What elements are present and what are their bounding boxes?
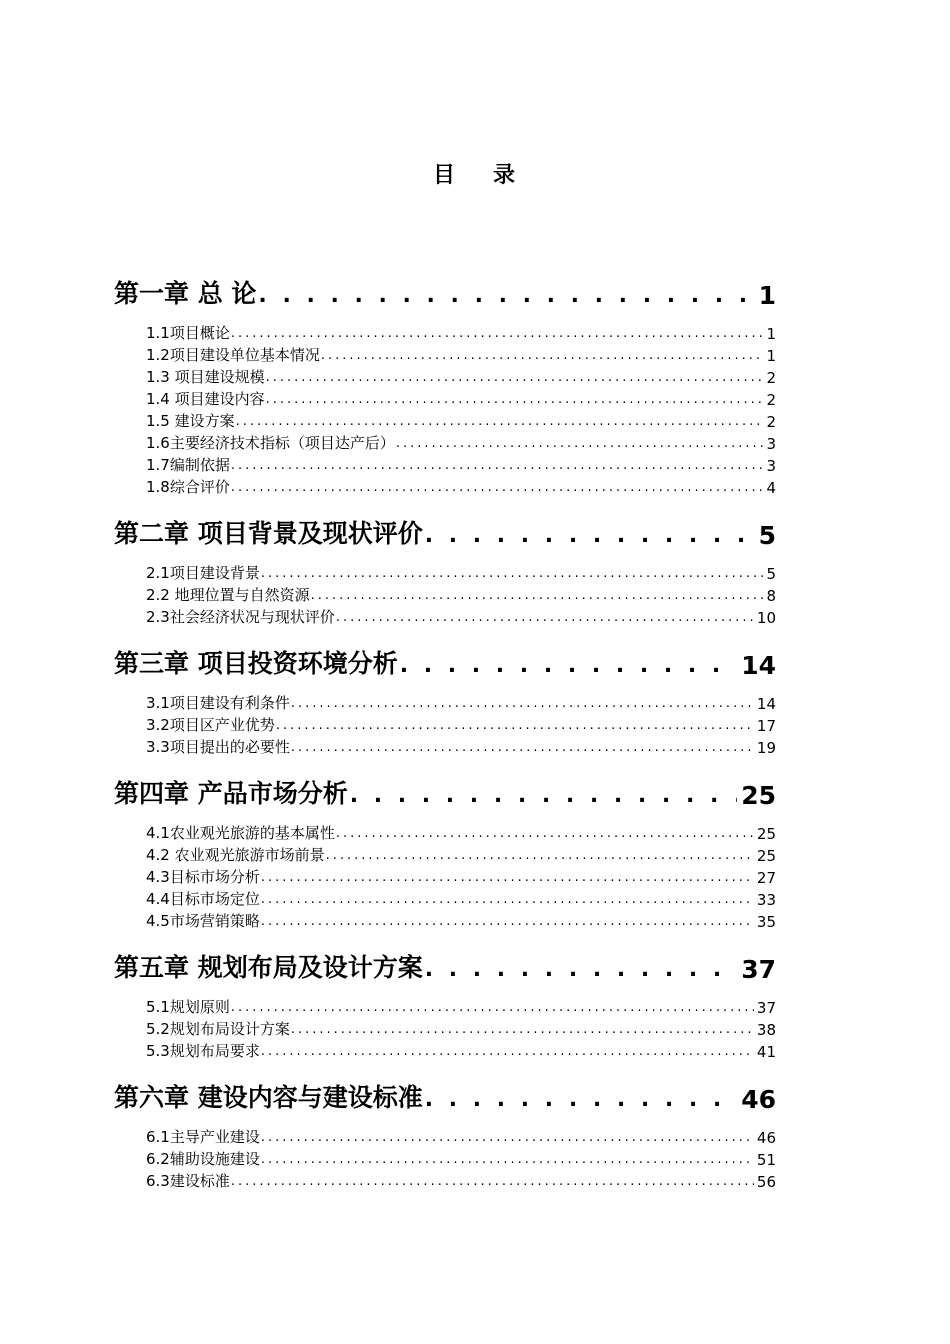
section-title: 4.4目标市场定位 xyxy=(146,890,260,908)
section-page-number: 25 xyxy=(756,847,776,865)
dot-leader xyxy=(425,1089,737,1114)
toc-chapter xyxy=(114,772,776,931)
toc-section-entry[interactable] xyxy=(146,475,776,497)
chapter-page-number: 14 xyxy=(741,651,776,680)
section-page-number: 1 xyxy=(766,347,776,365)
toc-section-entry[interactable] xyxy=(146,561,776,583)
section-title: 1.4 项目建设内容 xyxy=(146,390,265,408)
section-page-number: 1 xyxy=(766,325,776,343)
section-page-number: 8 xyxy=(766,587,776,605)
section-page-number: 27 xyxy=(756,869,776,887)
toc-section-entry[interactable] xyxy=(146,691,776,713)
section-title: 4.3目标市场分析 xyxy=(146,868,260,886)
page-title xyxy=(0,158,950,189)
dot-leader xyxy=(291,741,754,757)
section-title: 6.1主导产业建设 xyxy=(146,1128,260,1146)
dot-leader xyxy=(311,589,764,605)
toc-section-entry[interactable] xyxy=(146,583,776,605)
section-title: 1.6主要经济技术指标（项目达产后） xyxy=(146,434,395,452)
section-title: 5.3规划布局要求 xyxy=(146,1042,260,1060)
dot-leader xyxy=(350,785,737,810)
dot-leader xyxy=(400,655,737,680)
dot-leader xyxy=(231,481,764,497)
toc-chapter-entry[interactable] xyxy=(114,772,776,810)
section-page-number: 51 xyxy=(756,1151,776,1169)
chapter-page-number: 1 xyxy=(758,281,776,310)
toc-section-list xyxy=(114,321,776,497)
section-title: 1.1项目概论 xyxy=(146,324,230,342)
chapter-title: 第三章 项目投资环境分析 xyxy=(114,649,398,678)
section-title: 4.5市场营销策略 xyxy=(146,912,260,930)
toc-chapter xyxy=(114,512,776,627)
section-title: 1.5 建设方案 xyxy=(146,412,235,430)
dot-leader xyxy=(258,285,754,310)
section-page-number: 5 xyxy=(766,565,776,583)
title-char-1: 目 xyxy=(432,163,457,188)
dot-leader xyxy=(291,697,754,713)
dot-leader xyxy=(231,1175,754,1191)
section-title: 6.2辅助设施建设 xyxy=(146,1150,260,1168)
toc-section-entry[interactable] xyxy=(146,887,776,909)
dot-leader xyxy=(336,827,754,843)
dot-leader xyxy=(261,1153,754,1169)
toc-chapter-entry[interactable] xyxy=(114,946,776,984)
section-page-number: 33 xyxy=(756,891,776,909)
dot-leader xyxy=(261,871,754,887)
toc-chapter xyxy=(114,642,776,757)
section-page-number: 37 xyxy=(756,999,776,1017)
section-title: 4.2 农业观光旅游市场前景 xyxy=(146,846,325,864)
toc-section-entry[interactable] xyxy=(146,843,776,865)
toc-section-entry[interactable] xyxy=(146,431,776,453)
chapter-page-number: 25 xyxy=(741,781,776,810)
section-page-number: 2 xyxy=(766,391,776,409)
dot-leader xyxy=(231,459,764,475)
dot-leader xyxy=(231,327,764,343)
section-page-number: 2 xyxy=(766,413,776,431)
section-page-number: 17 xyxy=(756,717,776,735)
section-title: 1.3 项目建设规模 xyxy=(146,368,265,386)
toc-chapter xyxy=(114,272,776,497)
toc-section-entry[interactable] xyxy=(146,995,776,1017)
chapter-title: 第六章 建设内容与建设标准 xyxy=(114,1083,423,1112)
toc-section-entry[interactable] xyxy=(146,321,776,343)
dot-leader xyxy=(425,959,737,984)
section-title: 5.2规划布局设计方案 xyxy=(146,1020,290,1038)
section-page-number: 41 xyxy=(756,1043,776,1061)
dot-leader xyxy=(321,349,764,365)
section-title: 2.1项目建设背景 xyxy=(146,564,260,582)
toc-chapter xyxy=(114,1076,776,1191)
toc-section-entry[interactable] xyxy=(146,1039,776,1061)
section-page-number: 14 xyxy=(756,695,776,713)
dot-leader xyxy=(261,915,754,931)
section-title: 1.2项目建设单位基本情况 xyxy=(146,346,320,364)
toc-section-list xyxy=(114,821,776,931)
section-title: 3.3项目提出的必要性 xyxy=(146,738,290,756)
chapter-page-number: 46 xyxy=(741,1085,776,1114)
dot-leader xyxy=(261,893,754,909)
toc-section-entry[interactable] xyxy=(146,409,776,431)
chapter-page-number: 37 xyxy=(741,955,776,984)
dot-leader xyxy=(336,611,754,627)
toc-chapter-entry[interactable] xyxy=(114,512,776,550)
toc-section-list xyxy=(114,1125,776,1191)
section-title: 5.1规划原则 xyxy=(146,998,230,1016)
toc-section-entry[interactable] xyxy=(146,1125,776,1147)
dot-leader xyxy=(261,567,764,583)
chapter-page-number: 5 xyxy=(758,521,776,550)
table-of-contents xyxy=(114,272,776,1206)
title-char-2: 录 xyxy=(493,163,518,188)
dot-leader xyxy=(266,393,764,409)
section-title: 1.8综合评价 xyxy=(146,478,230,496)
toc-section-entry[interactable] xyxy=(146,735,776,757)
toc-section-entry[interactable] xyxy=(146,1017,776,1039)
dot-leader xyxy=(236,415,764,431)
toc-section-entry[interactable] xyxy=(146,365,776,387)
chapter-title: 第一章 总 论 xyxy=(114,279,257,308)
toc-section-entry[interactable] xyxy=(146,387,776,409)
toc-section-entry[interactable] xyxy=(146,453,776,475)
dot-leader xyxy=(396,437,764,453)
section-page-number: 38 xyxy=(756,1021,776,1039)
dot-leader xyxy=(231,1001,754,1017)
toc-section-list xyxy=(114,561,776,627)
toc-section-list xyxy=(114,995,776,1061)
chapter-title: 第四章 产品市场分析 xyxy=(114,779,348,808)
dot-leader xyxy=(261,1131,754,1147)
toc-section-entry[interactable] xyxy=(146,1169,776,1191)
section-page-number: 19 xyxy=(756,739,776,757)
dot-leader xyxy=(261,1045,754,1061)
toc-section-entry[interactable] xyxy=(146,605,776,627)
section-page-number: 56 xyxy=(756,1173,776,1191)
toc-chapter-entry[interactable] xyxy=(114,1076,776,1114)
section-title: 1.7编制依据 xyxy=(146,456,230,474)
dot-leader xyxy=(276,719,754,735)
section-page-number: 25 xyxy=(756,825,776,843)
dot-leader xyxy=(425,525,755,550)
toc-section-entry[interactable] xyxy=(146,909,776,931)
toc-section-list xyxy=(114,691,776,757)
dot-leader xyxy=(291,1023,754,1039)
section-title: 3.2项目区产业优势 xyxy=(146,716,275,734)
section-title: 6.3建设标准 xyxy=(146,1172,230,1190)
section-page-number: 3 xyxy=(766,435,776,453)
chapter-title: 第二章 项目背景及现状评价 xyxy=(114,519,423,548)
toc-section-entry[interactable] xyxy=(146,865,776,887)
section-page-number: 4 xyxy=(766,479,776,497)
section-title: 4.1农业观光旅游的基本属性 xyxy=(146,824,335,842)
dot-leader xyxy=(266,371,764,387)
toc-section-entry[interactable] xyxy=(146,1147,776,1169)
section-title: 2.2 地理位置与自然资源 xyxy=(146,586,310,604)
section-page-number: 3 xyxy=(766,457,776,475)
section-page-number: 35 xyxy=(756,913,776,931)
toc-chapter xyxy=(114,946,776,1061)
toc-chapter-entry[interactable] xyxy=(114,642,776,680)
toc-chapter-entry[interactable] xyxy=(114,272,776,310)
toc-section-entry[interactable] xyxy=(146,713,776,735)
section-title: 3.1项目建设有利条件 xyxy=(146,694,290,712)
section-page-number: 2 xyxy=(766,369,776,387)
toc-section-entry[interactable] xyxy=(146,821,776,843)
chapter-title: 第五章 规划布局及设计方案 xyxy=(114,953,423,982)
dot-leader xyxy=(326,849,754,865)
toc-section-entry[interactable] xyxy=(146,343,776,365)
section-page-number: 46 xyxy=(756,1129,776,1147)
section-page-number: 10 xyxy=(756,609,776,627)
section-title: 2.3社会经济状况与现状评价 xyxy=(146,608,335,626)
